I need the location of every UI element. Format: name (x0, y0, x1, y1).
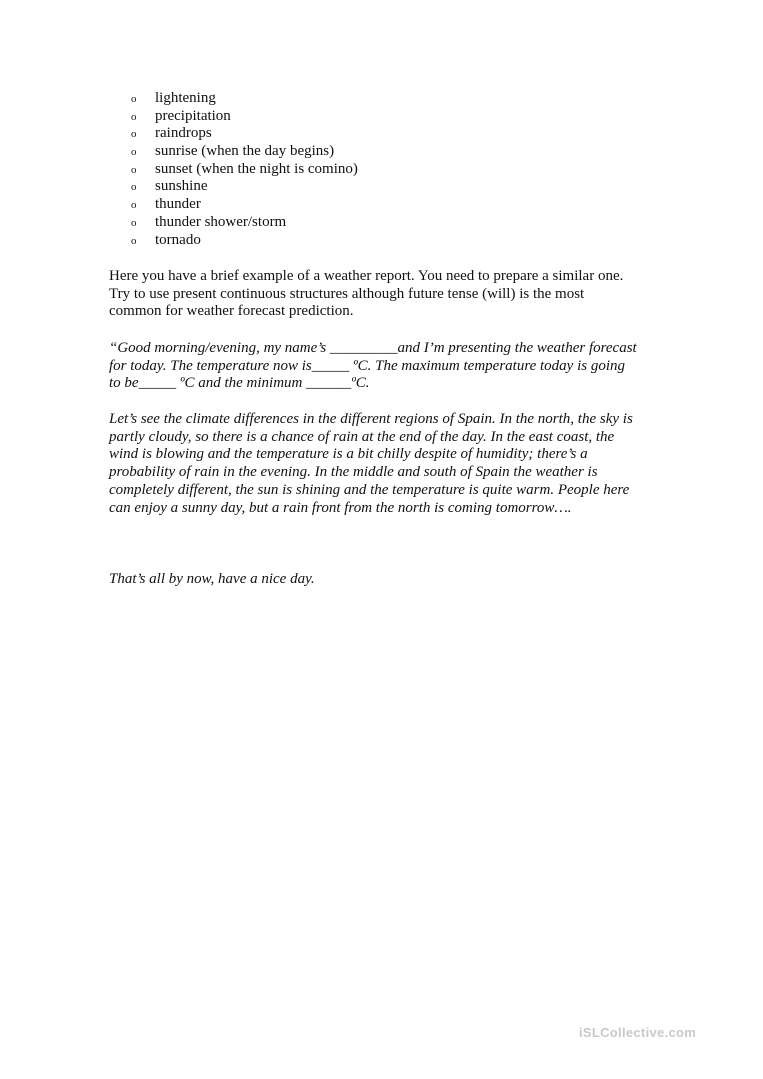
list-item (131, 90, 358, 108)
vocabulary-term: thunder shower/storm (155, 213, 287, 230)
bullet-icon: o (131, 199, 137, 212)
list-item (131, 232, 358, 250)
list-item (131, 161, 358, 179)
text-line: to be_____ ºC and the minimum ______ºC. (109, 375, 370, 392)
list-item (131, 214, 358, 232)
list-item (131, 143, 358, 161)
text-line: completely different, the sun is shining and the temperature is quite warm. People here (109, 481, 630, 498)
bullet-icon: o (131, 216, 137, 229)
report-greeting-paragraph (109, 340, 669, 393)
text-line: Let’s see the climate differences in the different regions of Spain. In the north, the sky is (109, 411, 633, 427)
bullet-icon: o (131, 110, 137, 123)
list-item (131, 196, 358, 214)
list-item (131, 125, 358, 143)
bullet-icon: o (131, 93, 137, 105)
text-line: common for weather forecast prediction. (109, 303, 354, 320)
text-line: Here you have a brief example of a weather report. You need to prepare a similar one. (109, 268, 624, 284)
instructions-paragraph (109, 268, 669, 321)
bullet-icon: o (131, 163, 137, 176)
vocabulary-term: tornado (155, 231, 201, 248)
vocabulary-term: raindrops (155, 125, 212, 142)
bullet-icon: o (131, 181, 137, 194)
bullet-icon: o (131, 128, 137, 141)
bullet-icon: o (131, 146, 137, 159)
text-line: partly cloudy, so there is a chance of rain at the end of the day. In the east coast, the (109, 428, 615, 445)
watermark-logo: iSLCollective.com (579, 1025, 697, 1040)
vocabulary-term: sunset (when the night is comino) (155, 160, 358, 177)
list-item (131, 108, 358, 126)
report-body-paragraph (109, 411, 669, 517)
vocabulary-term: precipitation (155, 107, 231, 124)
text-line: probability of rain in the evening. In the middle and south of Spain the weather is (109, 464, 598, 481)
text-line: “Good morning/evening, my name’s _________and I’m presenting the weather forecast (109, 340, 637, 356)
text-line: can enjoy a sunny day, but a rain front from the north is coming tomorrow…. (109, 499, 572, 516)
text-line: Try to use present continuous structures although future tense (will) is the most (109, 285, 585, 302)
report-closing-line: That’s all by now, have a nice day. (109, 571, 315, 587)
vocabulary-term: thunder (155, 196, 201, 213)
text-line: for today. The temperature now is_____ ºC. The maximum temperature today is going (109, 357, 626, 374)
vocabulary-term: lightening (155, 90, 216, 106)
vocabulary-list (131, 90, 358, 249)
text-line: wind is blowing and the temperature is a bit chilly despite of humidity; there’s a (109, 446, 588, 463)
bullet-icon: o (131, 234, 137, 247)
vocabulary-term: sunshine (155, 178, 208, 195)
vocabulary-term: sunrise (when the day begins) (155, 143, 335, 160)
list-item (131, 178, 358, 196)
